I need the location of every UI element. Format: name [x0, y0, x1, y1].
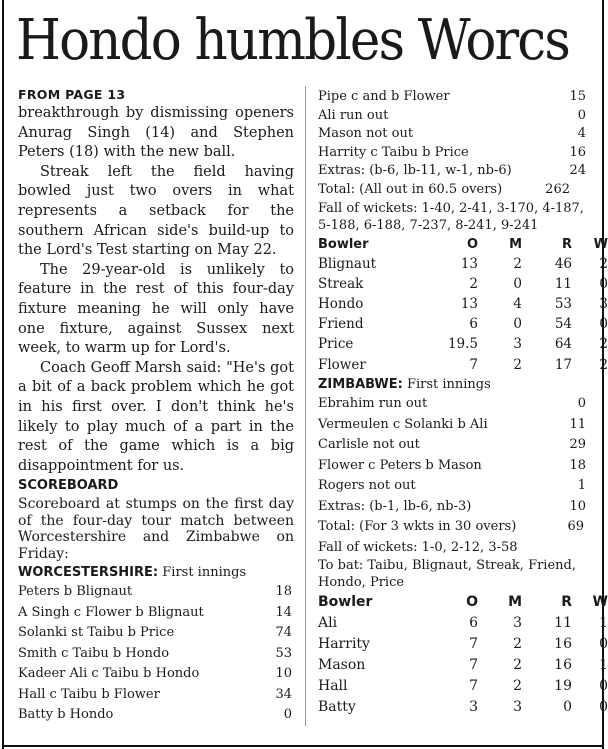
extras-value: 24 — [569, 163, 586, 179]
wickets: 3 — [599, 295, 608, 312]
runs: 0 — [563, 698, 572, 715]
overs: 7 — [469, 356, 478, 373]
maidens: 2 — [513, 255, 522, 272]
runs-header: R — [561, 593, 572, 610]
bowler-name: Flower — [318, 356, 366, 373]
overs: 13 — [460, 255, 478, 272]
runs: 46 — [554, 255, 572, 272]
extras-value: 10 — [569, 498, 586, 514]
bowler-header: Bowler — [318, 593, 373, 610]
batsman: Carlisle not out — [318, 437, 420, 453]
runs: 0 — [283, 707, 292, 723]
maidens: 2 — [513, 356, 522, 373]
batsman: Mason not out — [318, 126, 414, 142]
scoreboard-intro: Scoreboard at stumps on the first day of the four-day tour match between Worcestershire and Zimbabwe on Friday: — [18, 496, 294, 562]
batsman: Kadeer Ali c Taibu b Hondo — [18, 666, 200, 682]
runs: 74 — [275, 625, 292, 641]
runs: 15 — [569, 89, 586, 104]
extras-label: Extras: (b-1, lb-6, nb-3) — [318, 498, 472, 514]
batting-row — [318, 456, 590, 477]
maidens-header: M — [508, 593, 522, 610]
article-paragraph: breakthrough by dismissing openers Anurag Singh (14) and Stephen Peters (18) with the new ball. — [18, 105, 294, 161]
bowler-name: Mason — [318, 656, 366, 673]
batsman: Ebrahim run out — [318, 396, 428, 412]
extras-label: Extras: (b-6, lb-11, w-1, nb-6) — [318, 163, 512, 179]
scoreboard-heading: SCOREBOARD — [18, 478, 119, 494]
wickets: 0 — [599, 316, 608, 333]
overs: 7 — [469, 635, 478, 652]
total-row — [318, 517, 590, 538]
batsman: Flower c Peters b Mason — [318, 457, 482, 473]
runs: 16 — [554, 635, 572, 652]
wickets: 1 — [599, 614, 608, 631]
wickets: 0 — [599, 635, 608, 652]
to-bat-list: To bat: Taibu, Blignaut, Streak, Friend, Hondo, Price — [318, 557, 576, 591]
innings-label: First innings — [162, 565, 247, 581]
batsman: Solanki st Taibu b Price — [18, 625, 175, 641]
overs: 3 — [469, 698, 478, 715]
batting-row — [18, 623, 294, 644]
bowler-name: Hondo — [318, 295, 364, 312]
batting-row — [318, 435, 590, 456]
batting-row — [318, 415, 590, 436]
article-paragraph: Coach Geoff Marsh said: "He's got a bit of a back problem which he got in his first over. I don't think he's likely to play much of a part in the rest of the game which is a big disappointment for us. — [18, 359, 294, 474]
runs: 19 — [554, 677, 572, 694]
worcs-innings-heading — [18, 564, 294, 582]
maidens: 0 — [513, 275, 522, 292]
runs: 16 — [554, 656, 572, 673]
overs: 13 — [460, 295, 478, 312]
runs: 18 — [275, 584, 292, 600]
batsman: Ali run out — [318, 107, 389, 123]
batting-row — [18, 685, 294, 706]
batsman: Rogers not out — [318, 478, 416, 494]
runs: 11 — [554, 275, 572, 292]
batsman: Hall c Taibu b Flower — [18, 686, 160, 702]
team-name: WORCESTERSHIRE: — [18, 565, 159, 581]
batting-row — [18, 705, 294, 726]
batting-row — [318, 88, 590, 107]
maidens: 2 — [513, 677, 522, 694]
wickets-header: W — [592, 593, 608, 610]
wickets-header: W — [593, 236, 608, 252]
runs: 0 — [577, 396, 586, 412]
bowler-name: Blignaut — [318, 255, 377, 272]
bowler-name: Price — [318, 336, 354, 353]
runs: 11 — [569, 416, 586, 432]
runs: 16 — [569, 144, 586, 160]
runs: 4 — [577, 126, 586, 142]
runs: 11 — [554, 614, 572, 631]
bowler-name: Harrity — [318, 635, 370, 652]
column-divider — [305, 86, 306, 726]
overs: 2 — [469, 275, 478, 292]
maidens: 3 — [513, 698, 522, 715]
runs: 0 — [577, 107, 586, 123]
runs: 34 — [275, 686, 292, 702]
batting-row — [318, 476, 590, 497]
maidens: 4 — [513, 295, 522, 312]
batting-row — [18, 582, 294, 603]
wickets: 0 — [599, 275, 608, 292]
overs-header: O — [466, 236, 478, 252]
batting-row — [18, 603, 294, 624]
runs: 54 — [554, 316, 572, 333]
batting-row — [318, 144, 590, 163]
batsman: A Singh c Flower b Blignaut — [18, 604, 204, 620]
maidens: 2 — [513, 635, 522, 652]
bowler-name: Hall — [318, 677, 348, 694]
bowler-name: Ali — [318, 614, 338, 631]
batsman: Pipe c and b Flower — [318, 89, 450, 104]
extras-row — [318, 497, 590, 518]
team-name: ZIMBABWE: — [318, 376, 403, 392]
runs: 17 — [554, 356, 572, 373]
continued-from-label: FROM PAGE 13 — [18, 87, 126, 102]
page-border-left — [2, 0, 4, 749]
maidens-header: M — [509, 236, 522, 252]
total-label: Total: (All out in 60.5 overs) — [318, 181, 503, 197]
zim-innings-heading — [318, 376, 590, 395]
maidens: 0 — [513, 316, 522, 333]
overs: 19.5 — [447, 336, 478, 353]
article-left-column — [18, 86, 294, 726]
runs: 1 — [577, 478, 586, 494]
maidens: 2 — [513, 656, 522, 673]
overs-header: O — [466, 593, 478, 610]
innings-label: First innings — [406, 376, 491, 392]
total-value: 262 — [545, 181, 570, 197]
worcs-batting-list — [18, 582, 294, 726]
batsman: Harrity c Taibu b Price — [318, 144, 469, 160]
runs: 14 — [275, 604, 292, 620]
overs: 7 — [469, 677, 478, 694]
fall-of-wickets: Fall of wickets: 1-0, 2-12, 3-58 — [318, 539, 518, 555]
worcs-bowling-table — [318, 592, 608, 718]
overs: 6 — [469, 614, 478, 631]
runs: 53 — [275, 645, 292, 661]
extras-row — [318, 162, 590, 181]
maidens: 3 — [513, 336, 522, 353]
bowler-name: Friend — [318, 316, 364, 333]
wickets: 0 — [599, 698, 608, 715]
overs: 7 — [469, 656, 478, 673]
runs: 64 — [554, 336, 572, 353]
bowler-header: Bowler — [318, 236, 369, 252]
batting-row — [318, 125, 590, 144]
batting-row — [318, 394, 590, 415]
zim-batting-list — [318, 394, 590, 538]
page-border-bottom — [2, 745, 604, 747]
article-paragraph: The 29-year-old is unlikely to feature in the rest of this four-day fixture meaning he will only have one fixture, against Sussex next week, to warm up for Lord's. — [18, 261, 294, 357]
article-paragraph: Streak left the field having bowled just two overs in what represents a setback for the southern African side's build-up to the Lord's Test starting on May 22. — [18, 163, 294, 259]
batting-row — [18, 664, 294, 685]
runs: 53 — [554, 295, 572, 312]
maidens: 3 — [513, 614, 522, 631]
wickets: 2 — [599, 356, 608, 373]
runs: 29 — [569, 437, 586, 453]
worcs-batting-list-cont — [318, 88, 590, 200]
bowler-name: Batty — [318, 698, 356, 715]
runs: 18 — [569, 457, 586, 473]
batsman: Peters b Blignaut — [18, 584, 133, 600]
total-row — [318, 181, 590, 200]
runs-header: R — [561, 236, 572, 252]
overs: 6 — [469, 316, 478, 333]
scoreboard-right-column — [318, 88, 608, 718]
headline: Hondo humbles Worcs — [16, 8, 569, 73]
batting-row — [18, 644, 294, 665]
batsman: Vermeulen c Solanki b Ali — [318, 416, 488, 432]
runs: 10 — [275, 666, 292, 682]
wickets: 2 — [599, 255, 608, 272]
batting-row — [318, 107, 590, 126]
bowler-name: Streak — [318, 275, 364, 292]
batsman: Smith c Taibu b Hondo — [18, 645, 170, 661]
fall-of-wickets: Fall of wickets: 1-40, 2-41, 3-170, 4-187, 5-188, 6-188, 7-237, 8-241, 9-241 — [318, 200, 584, 234]
wickets: 0 — [599, 677, 608, 694]
batsman: Batty b Hondo — [18, 707, 114, 723]
total-label: Total: (For 3 wkts in 30 overs) — [318, 519, 517, 535]
total-value: 69 — [567, 519, 584, 535]
wickets: 2 — [599, 336, 608, 353]
wickets: 1 — [599, 656, 608, 673]
zim-bowling-table — [318, 235, 608, 375]
